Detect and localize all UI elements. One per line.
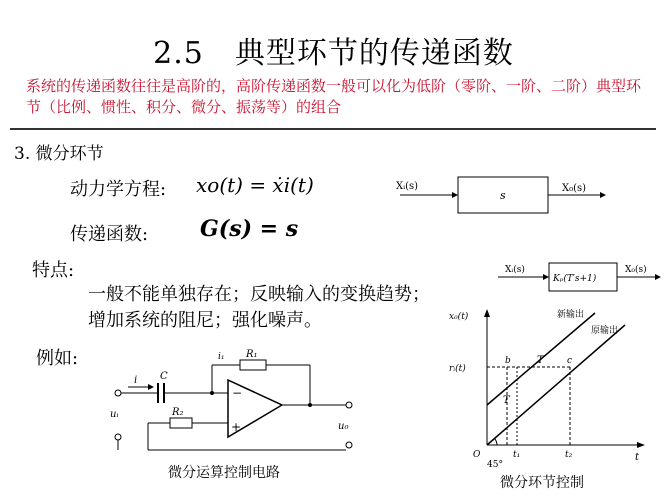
block-output-label: X₀(s) bbox=[562, 183, 587, 194]
time-constant-label: T bbox=[503, 395, 510, 406]
response-graph bbox=[445, 305, 655, 475]
block-content: s bbox=[500, 189, 506, 202]
svg-text:+: + bbox=[231, 420, 242, 434]
original-output-line bbox=[487, 325, 625, 445]
current-i1-label: i₁ bbox=[218, 352, 225, 362]
input-voltage-label: uᵢ bbox=[110, 409, 119, 420]
t1-label: t₁ bbox=[513, 450, 521, 460]
graph-caption: 微分环节控制 bbox=[500, 475, 584, 491]
block-input-label: Xᵢ(s) bbox=[505, 265, 525, 275]
resistor-r2 bbox=[170, 418, 192, 428]
level-label: rᵢ(t) bbox=[449, 364, 466, 374]
point-b: b bbox=[505, 356, 511, 366]
origin-label: O bbox=[473, 450, 481, 460]
block-diagram-differentiator bbox=[390, 165, 610, 220]
block-output-label: X₀(s) bbox=[625, 265, 647, 275]
svg-text:−: − bbox=[232, 386, 243, 400]
circuit-caption: 微分运算控制电路 bbox=[168, 465, 280, 481]
divider bbox=[10, 128, 656, 130]
features-label: 特点: bbox=[32, 260, 75, 281]
original-output-label: 原输出 bbox=[591, 326, 619, 336]
feature-item: 一般不能单独存在；反映输入的变换趋势； bbox=[88, 284, 430, 305]
new-output-label: 新输出 bbox=[557, 310, 585, 320]
transfer-function-label: 传递函数: bbox=[70, 224, 149, 245]
example-label: 例如: bbox=[36, 348, 79, 369]
page-title: 2.5 典型环节的传递函数 bbox=[153, 36, 514, 71]
dynamics-label: 动力学方程: bbox=[70, 179, 167, 200]
capacitor-label: C bbox=[160, 371, 168, 382]
transfer-function-equation: G(s) = s bbox=[200, 216, 299, 242]
section-heading: 3. 微分环节 bbox=[14, 144, 104, 164]
block-diagram-pd bbox=[495, 255, 665, 295]
dynamics-equation: xo(t) = ẋi(t) bbox=[196, 173, 314, 197]
resistor-r2-label: R₂ bbox=[172, 407, 184, 418]
resistor-r1-label: R₁ bbox=[246, 349, 258, 360]
block-content: Kₚ(T′s+1) bbox=[553, 274, 597, 284]
point-c: c bbox=[567, 356, 573, 366]
angle-label: 45° bbox=[487, 460, 503, 470]
block-input-label: Xᵢ(s) bbox=[396, 181, 419, 192]
differentiator-circuit bbox=[100, 345, 370, 460]
x-axis-label: t bbox=[635, 452, 640, 463]
time-constant-label: T bbox=[537, 355, 544, 366]
subtitle: 系统的传递函数往往是高阶的，高阶传递函数一般可以化为低阶（零阶、一阶、二阶）典型环节（比例、惯性、积分、微分、振荡等）的组合 bbox=[26, 77, 642, 116]
feature-item: 增加系统的阻尼；强化噪声。 bbox=[88, 310, 322, 331]
current-i-label: i bbox=[134, 375, 138, 386]
t2-label: t₂ bbox=[565, 450, 573, 460]
resistor-r1 bbox=[240, 360, 266, 370]
y-axis-label: x₀(t) bbox=[449, 312, 469, 322]
output-voltage-label: u₀ bbox=[338, 421, 349, 432]
